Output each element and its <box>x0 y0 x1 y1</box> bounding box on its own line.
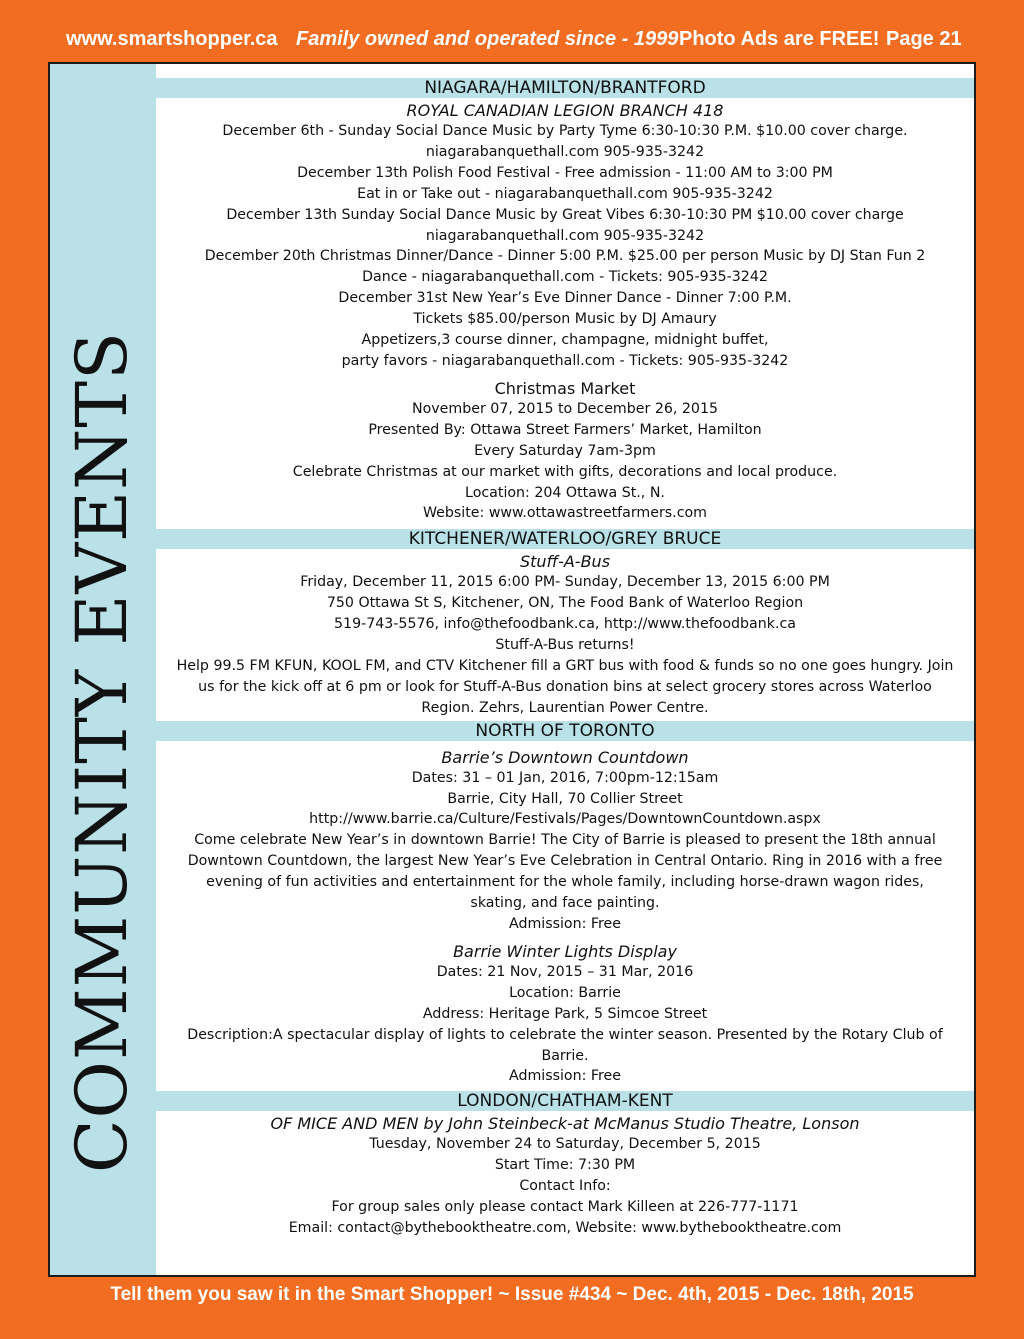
event-mice-and-men <box>156 1113 974 1239</box>
event-line: December 31st New Year’s Eve Dinner Dance - Dinner 7:00 P.M. <box>338 290 792 307</box>
event-line: Barrie, City Hall, 70 Collier Street <box>447 790 683 807</box>
event-line: 519-743-5576, info@thefoodbank.ca, http://www.thefoodbank.ca <box>334 616 796 633</box>
event-line[interactable]: http://www.barrie.ca/Culture/Festivals/Pages/DowntownCountdown.aspx <box>309 811 821 828</box>
event-stuff-a-bus <box>156 551 974 718</box>
event-line: Location: Barrie <box>509 984 621 1001</box>
event-line: Dance - niagarabanquethall.com - Tickets: 905-935-3242 <box>362 269 768 286</box>
page-footer: Tell them you saw it in the Smart Shopper! ~ Issue #434 ~ Dec. 4th, 2015 - Dec. 18th, 2015 <box>110 1284 914 1305</box>
event-line: niagarabanquethall.com 905-935-3242 <box>425 227 705 244</box>
events-panel <box>48 62 976 1277</box>
event-description: Description:A spectacular display of lights to celebrate the winter season. Presented by the Rotary Club of Barrie. <box>187 1026 943 1064</box>
event-line: Website: www.ottawastreetfarmers.com <box>422 505 707 522</box>
event-line: Eat in or Take out - niagarabanquethall.com 905-935-3242 <box>357 185 773 202</box>
event-line: November 07, 2015 to December 26, 2015 <box>411 400 718 417</box>
event-line: December 13th Sunday Social Dance Music by Great Vibes 6:30-10:30 PM $10.00 cover charge <box>226 206 904 223</box>
event-line: December 20th Christmas Dinner/Dance - Dinner 5:00 P.M. $25.00 per person Music by DJ Stan Fun 2 <box>204 248 926 265</box>
event-line: Start Time: 7:30 PM <box>494 1157 636 1174</box>
region-header-london: LONDON/CHATHAM-KENT <box>156 1091 974 1111</box>
page-number: Page 21 <box>886 28 962 50</box>
event-christmas-market <box>156 378 974 524</box>
sidebar <box>50 64 156 1275</box>
event-line: Every Saturday 7am-3pm <box>474 442 656 459</box>
event-line: 750 Ottawa St S, Kitchener, ON, The Food Bank of Waterloo Region <box>326 595 804 612</box>
event-line: Tuesday, November 24 to Saturday, December 5, 2015 <box>369 1136 761 1153</box>
event-line: niagarabanquethall.com 905-935-3242 <box>425 143 705 160</box>
event-line: December 13th Polish Food Festival - Free admission - 11:00 AM to 3:00 PM <box>297 164 833 181</box>
tagline: Family owned and operated since - 1999 <box>296 28 679 50</box>
website-url[interactable]: www.smartshopper.ca <box>66 28 278 50</box>
region-header-north: NORTH OF TORONTO <box>156 721 974 741</box>
event-line: Friday, December 11, 2015 6:00 PM- Sunday, December 13, 2015 6:00 PM <box>300 574 830 591</box>
event-winter-lights <box>156 941 974 1087</box>
event-title: Barrie’s Downtown Countdown <box>441 747 689 767</box>
region-header-niagara: NIAGARA/HAMILTON/BRANTFORD <box>156 78 974 98</box>
event-line: Celebrate Christmas at our market with gifts, decorations and local produce. <box>292 463 838 480</box>
event-line: Dates: 31 – 01 Jan, 2016, 7:00pm-12:15am <box>411 769 719 786</box>
event-title: Barrie Winter Lights Display <box>453 941 677 961</box>
event-line: Email: contact@bythebooktheatre.com, Website: www.bythebooktheatre.com <box>288 1219 842 1236</box>
event-title: ROYAL CANADIAN LEGION BRANCH 418 <box>406 101 724 120</box>
event-title: Stuff-A-Bus <box>519 552 611 572</box>
event-line: Appetizers,3 course dinner, champagne, midnight buffet, <box>361 332 769 349</box>
event-line: For group sales only please contact Mark Killeen at 226-777-1171 <box>331 1199 799 1216</box>
event-line: Address: Heritage Park, 5 Simcoe Street <box>422 1005 708 1022</box>
event-admission: Admission: Free <box>508 1068 622 1085</box>
event-legion <box>156 100 974 372</box>
page-header <box>0 22 1024 58</box>
event-title: OF MICE AND MEN by John Steinbeck-at McManus Studio Theatre, Lonson <box>270 1114 860 1134</box>
event-downtown-countdown <box>156 747 974 935</box>
region-header-kitchener: KITCHENER/WATERLOO/GREY BRUCE <box>156 529 974 549</box>
event-line: Tickets $85.00/person Music by DJ Amaury <box>413 311 717 328</box>
event-title: Christmas Market <box>494 378 636 398</box>
event-line: December 6th - Sunday Social Dance Music by Party Tyme 6:30-10:30 P.M. $10.00 cover charge. <box>222 123 908 139</box>
photo-ads-note: Photo Ads are FREE! <box>679 28 880 50</box>
event-description: Come celebrate New Year’s in downtown Barrie! The City of Barrie is pleased to present the 18th annual Downtown Countdown, the largest New Year’s Eve Celebration in Central Ontario. Ring in 2016 with a free evening of fun activities and entertainment for the whole family, including horse-drawn wagon rides, skating, and face painting. <box>187 832 943 912</box>
event-line: party favors - niagarabanquethall.com - Tickets: 905-935-3242 <box>341 352 789 369</box>
event-line: Stuff-A-Bus returns! <box>495 637 635 654</box>
event-line: Contact Info: <box>519 1178 611 1195</box>
event-admission: Admission: Free <box>508 916 622 932</box>
event-line: Dates: 21 Nov, 2015 – 31 Mar, 2016 <box>436 963 694 980</box>
event-description: Help 99.5 FM KFUN, KOOL FM, and CTV Kitchener fill a GRT bus with food & funds so no one goes hungry. Join us for the kick off at 6 pm or look for Stuff-A-Bus donation bins at select grocery stores across Waterloo Region. Zehrs, Laurentian Power Centre. <box>176 657 954 716</box>
event-line: Presented By: Ottawa Street Farmers’ Market, Hamilton <box>368 421 762 438</box>
events-content <box>156 64 974 1275</box>
event-line: Location: 204 Ottawa St., N. <box>465 484 665 501</box>
section-title: COMMUNITY EVENTS <box>61 331 143 1173</box>
